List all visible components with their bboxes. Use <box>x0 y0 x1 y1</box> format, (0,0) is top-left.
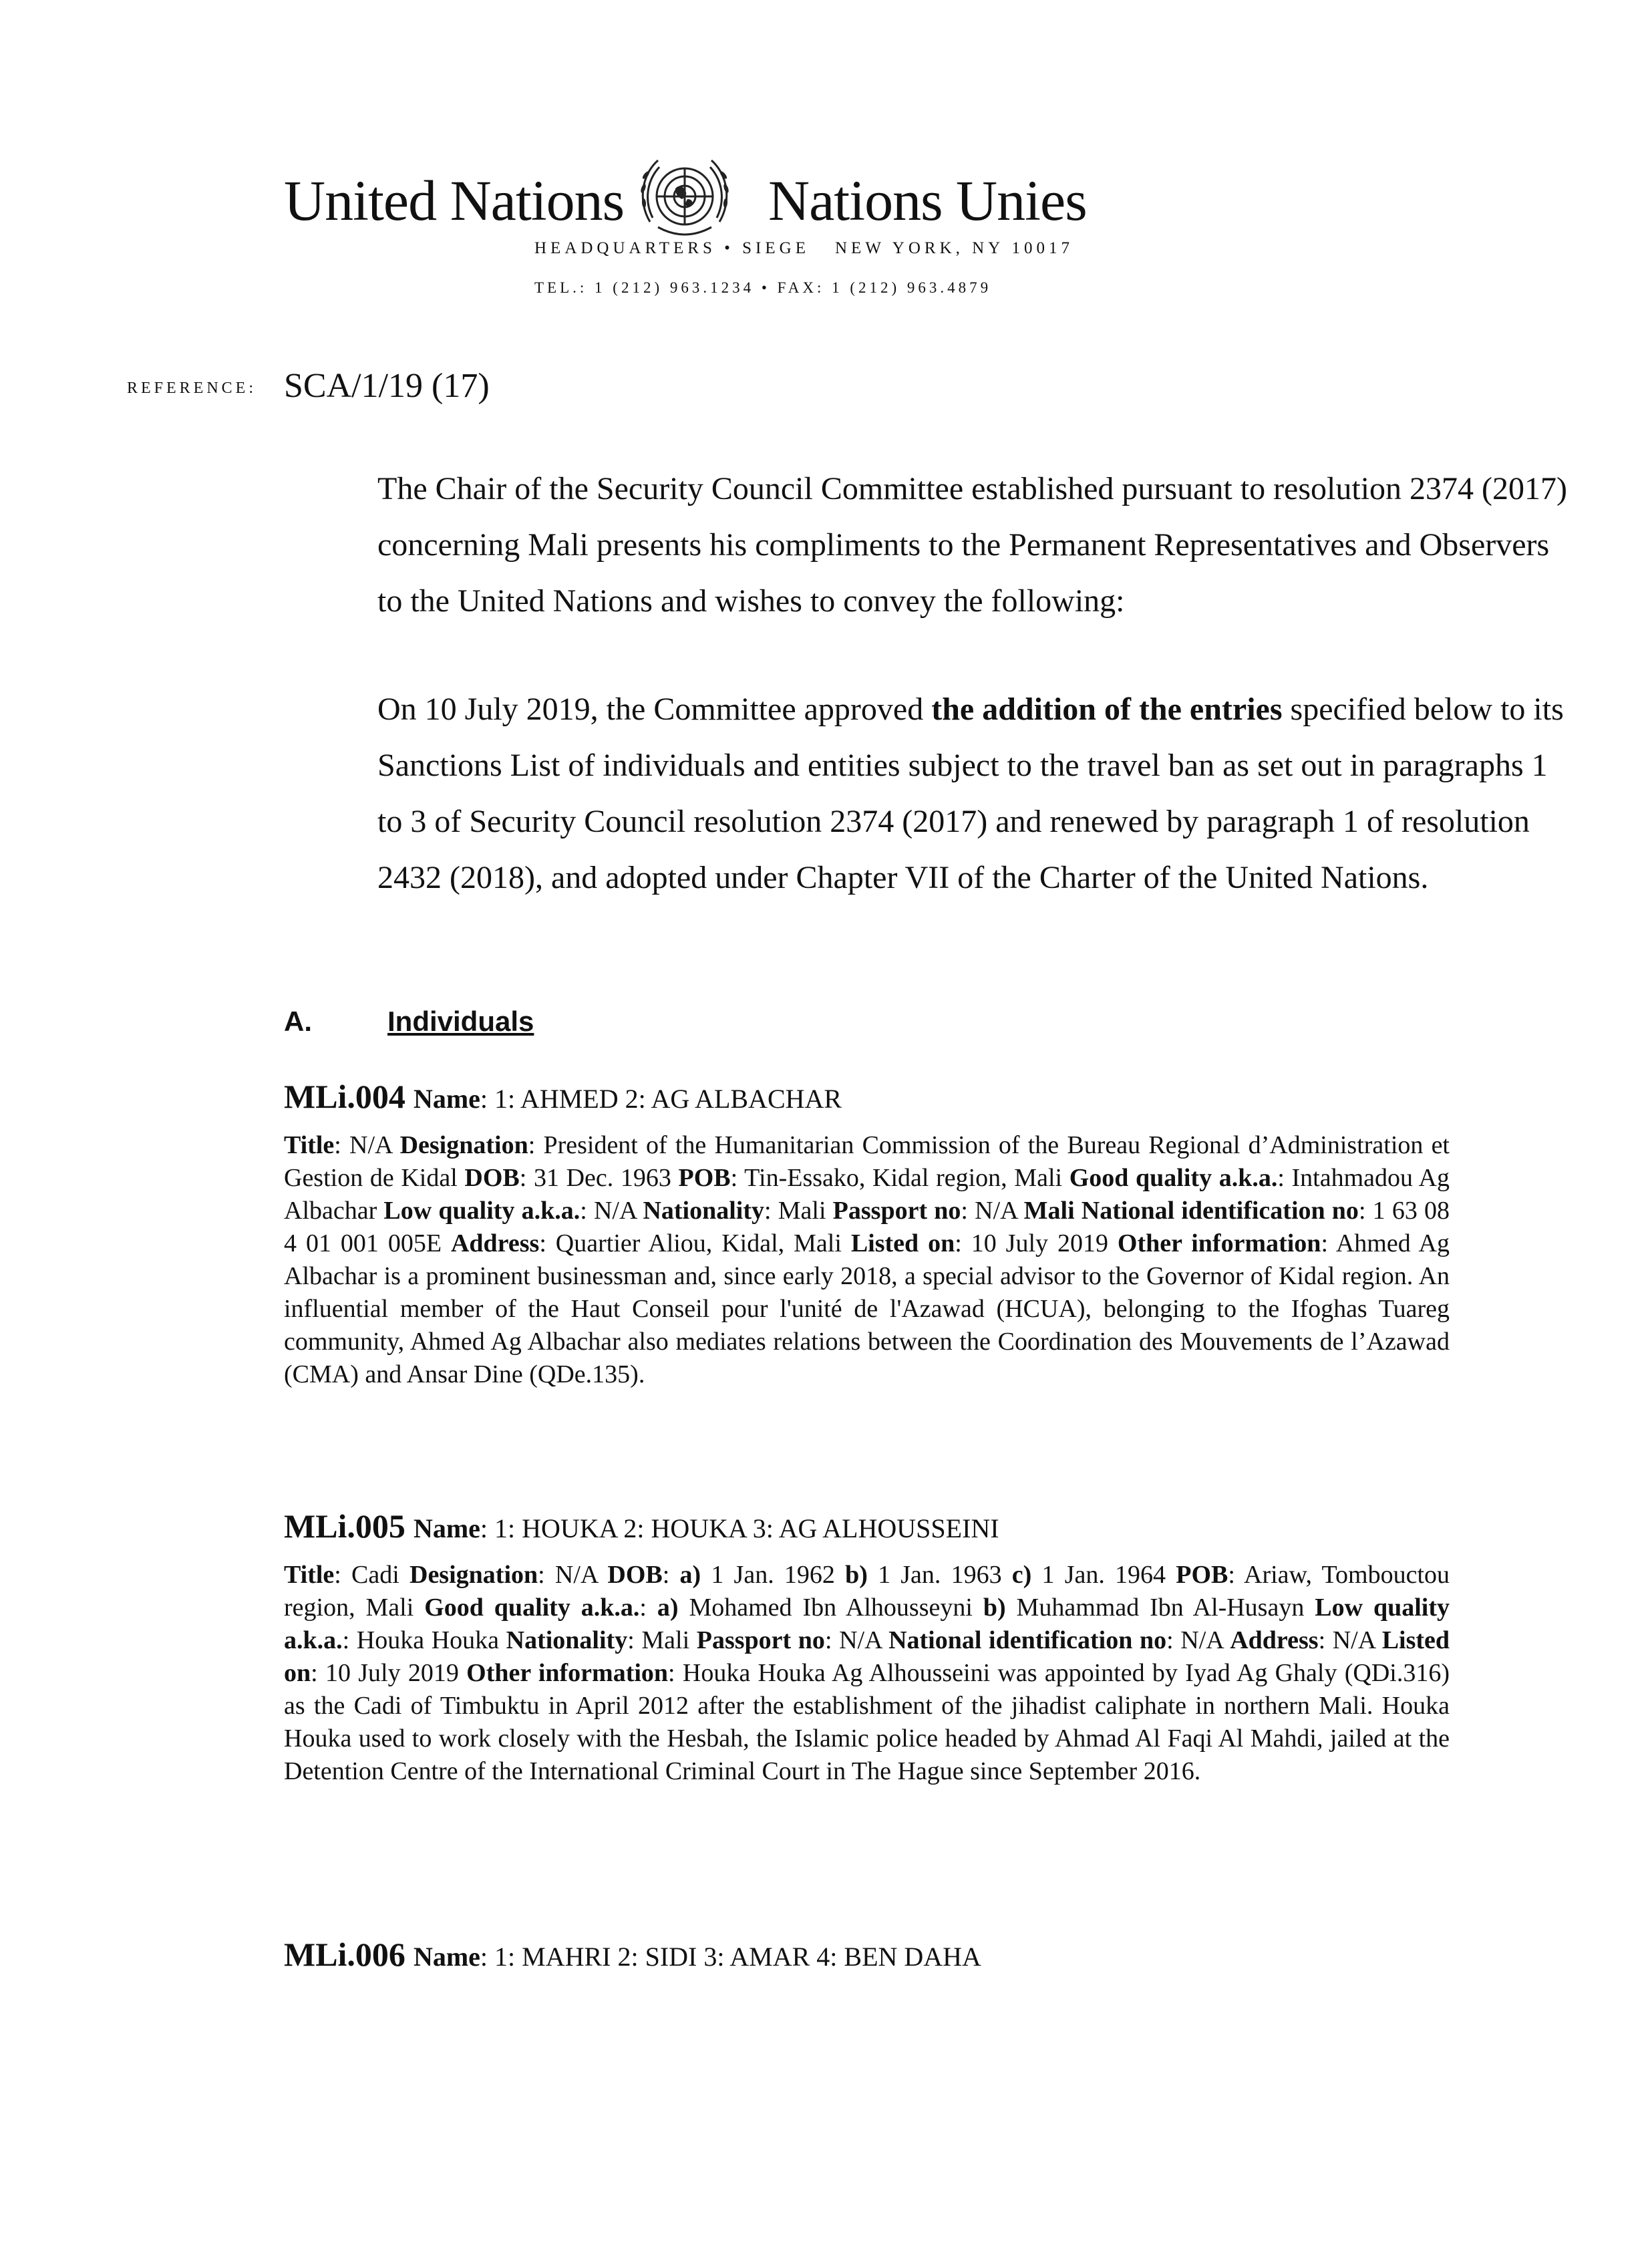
decision-text-pre: On 10 July 2019, the Committee approved <box>377 692 932 727</box>
field-label: Other information <box>466 1659 669 1687</box>
field-value: 1 Jan. 1963 <box>867 1561 1012 1589</box>
field-value: : N/A <box>961 1197 1024 1225</box>
field-value: : Mali <box>627 1626 697 1654</box>
org-name-english: United Nations <box>284 168 625 233</box>
entry-name-value: : 1: HOUKA 2: HOUKA 3: AG ALHOUSSEINI <box>480 1513 999 1543</box>
field-value: : Houka Houka Ag Alhousseini was appointed by Iyad Ag Ghaly (QDi.316) as the Cadi of Timbuktu in April 2012 after the establishment of the jihadist caliphate in northern Mali. Houka Houka used to work closely with the Hesbah, the Islamic police headed by Ahmad Al Faqi Al Mahdi, jailed at the Detention Centre of the International Criminal Court in The Hague since September 2016. <box>284 1659 1450 1785</box>
field-label: b) <box>983 1594 1006 1622</box>
field-label: Other information <box>1117 1229 1321 1257</box>
decision-text-post: specified below to its Sanctions List of individuals and entities subject to the travel ban as set out in paragraphs 1 to 3 of Security Council resolution 2374 (2017) and renewed by paragraph 1 of resolution 2432 (2018), and adopted under Chapter VII of the Charter of the United Nations. <box>377 692 1564 895</box>
section-letter: A. <box>284 1006 312 1037</box>
field-value: : Mali <box>764 1197 833 1225</box>
entry-details <box>284 1559 1450 1788</box>
field-label: c) <box>1011 1561 1032 1589</box>
field-value: : President of the Humanitarian Commission of the Bureau Regional d’Administration et Gestion de Kidal <box>284 1131 1450 1192</box>
entry-header <box>284 1507 999 1545</box>
field-value: : Ahmed Ag Albachar is a prominent businessman and, since early 2018, a special advisor to the Governor of Kidal region. An influential member of the Haut Conseil pour l'unité de l'Azawad (HCUA), belonging to the Ifoghas Tuareg community, Ahmed Ag Albachar also mediates relations between the Coordination des Mouvements de l’Azawad (CMA) and Ansar Dine (QDe.135). <box>284 1229 1450 1388</box>
field-value: 1 Jan. 1962 <box>701 1561 846 1589</box>
field-label: National identification no <box>888 1626 1167 1654</box>
section-heading <box>284 1006 534 1038</box>
entry-name-value: : 1: AHMED 2: AG ALBACHAR <box>480 1084 842 1114</box>
field-label: Address <box>1230 1626 1319 1654</box>
field-label: Good quality a.k.a. <box>1069 1164 1278 1192</box>
intro-paragraph <box>284 461 1573 629</box>
entry-name-value: : 1: MAHRI 2: SIDI 3: AMAR 4: BEN DAHA <box>480 1942 981 1972</box>
headquarters-address: NEW YORK, NY 10017 <box>835 239 1074 257</box>
entry-id: MLi.006 <box>284 1936 405 1973</box>
entry-details <box>284 1129 1450 1391</box>
field-value: : N/A <box>580 1197 643 1225</box>
field-label: Title <box>284 1561 335 1589</box>
field-label: POB <box>678 1164 731 1192</box>
reference-label: REFERENCE: <box>127 380 257 397</box>
decision-paragraph <box>284 682 1573 906</box>
intro-text: The Chair of the Security Council Committee established pursuant to resolution 2374 (2017) concerning Mali presents his compliments to the Permanent Representatives and Observers to the United Nations and wishes to convey the following: <box>377 471 1568 619</box>
field-value: Mohamed Ibn Alhousseyni <box>678 1594 983 1622</box>
field-label: Passport no <box>832 1197 961 1225</box>
field-value: : N/A <box>1318 1626 1382 1654</box>
entry-name-label: Name <box>413 1084 480 1114</box>
field-label: Designation <box>399 1131 528 1159</box>
entry-id: MLi.005 <box>284 1507 405 1545</box>
field-label: Low quality a.k.a. <box>284 1594 1450 1654</box>
field-label: Listed on <box>850 1229 955 1257</box>
field-value: : N/A <box>1166 1626 1230 1654</box>
field-value: 1 Jan. 1964 <box>1031 1561 1176 1589</box>
field-value: : <box>662 1561 680 1589</box>
field-label: Mali National identification no <box>1023 1197 1359 1225</box>
entry-id: MLi.004 <box>284 1078 405 1115</box>
headquarters-line <box>534 239 1074 258</box>
field-label: Address <box>450 1229 540 1257</box>
field-value: : Tin-Essako, Kidal region, Mali <box>730 1164 1069 1192</box>
reference-number: SCA/1/19 (17) <box>284 367 490 405</box>
field-value: : Cadi <box>334 1561 409 1589</box>
headquarters-label: HEADQUARTERS • SIEGE <box>534 239 810 257</box>
field-label: Designation <box>409 1561 538 1589</box>
field-label: Title <box>284 1131 335 1159</box>
field-label: POB <box>1176 1561 1228 1589</box>
field-value: : N/A <box>334 1131 400 1159</box>
field-value: : N/A <box>538 1561 608 1589</box>
field-value: : 1 63 08 4 01 001 005E <box>284 1197 1450 1257</box>
field-label: Passport no <box>696 1626 825 1654</box>
section-title: Individuals <box>387 1006 534 1037</box>
field-value: : Quartier Aliou, Kidal, Mali <box>539 1229 851 1257</box>
field-label: b) <box>845 1561 868 1589</box>
field-label: Nationality <box>506 1626 628 1654</box>
field-label: DOB <box>607 1561 663 1589</box>
field-value: : Intahmadou Ag Albachar <box>284 1164 1450 1225</box>
field-value: : Ariaw, Tombouctou region, Mali <box>284 1561 1450 1622</box>
field-value: : 10 July 2019 <box>311 1659 467 1687</box>
field-value: : 10 July 2019 <box>955 1229 1118 1257</box>
field-label: DOB <box>464 1164 520 1192</box>
org-name-french: Nations Unies <box>768 168 1087 233</box>
entry-header <box>284 1935 981 1974</box>
field-label: Low quality a.k.a. <box>383 1197 581 1225</box>
decision-text-bold: the addition of the entries <box>931 692 1283 727</box>
telephone-fax-line: TEL.: 1 (212) 963.1234 • FAX: 1 (212) 963.4879 <box>534 279 992 296</box>
field-label: Nationality <box>643 1197 765 1225</box>
entry-name-label: Name <box>413 1513 480 1543</box>
field-label: a) <box>679 1561 701 1589</box>
entry-name-label: Name <box>413 1942 480 1972</box>
entry-header <box>284 1077 842 1116</box>
field-label: Good quality a.k.a. <box>424 1594 640 1622</box>
field-label: Listed on <box>284 1626 1450 1687</box>
field-label: a) <box>657 1594 679 1622</box>
field-value: : Houka Houka <box>342 1626 506 1654</box>
field-value: : N/A <box>824 1626 889 1654</box>
field-value: : 31 Dec. 1963 <box>519 1164 679 1192</box>
field-value: : <box>639 1594 657 1622</box>
field-value: Muhammad Ibn Al-Husayn <box>1005 1594 1315 1622</box>
